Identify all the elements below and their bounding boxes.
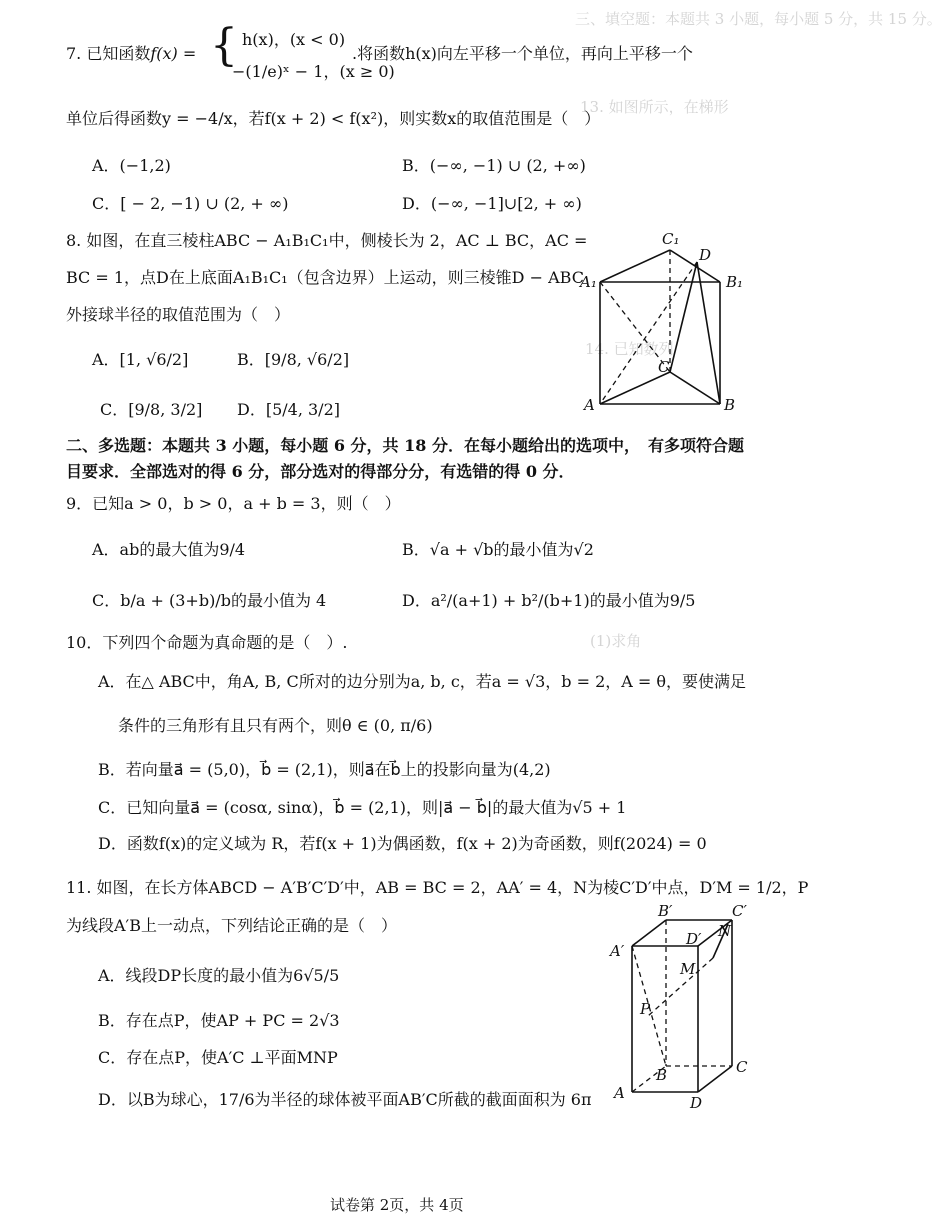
label-M: M <box>680 960 696 978</box>
q8-line-2: BC = 1，点D在上底面A₁B₁C₁（包含边界）上运动，则三棱锥D − ABC <box>66 268 584 287</box>
q11-cuboid-figure <box>610 902 780 1116</box>
brace: { <box>210 20 238 71</box>
q7-option-a: A．(−1,2) <box>92 156 171 175</box>
q10-option-b: B．若向量a⃗ = (5,0)，b⃗ = (2,1)，则a⃗在b⃗上的投影向量为(4,2) <box>98 760 551 779</box>
label-B: B <box>656 1066 668 1084</box>
q10-stem: 10．下列四个命题为真命题的是（ ）. <box>66 633 348 652</box>
q8-line-1: 8. 如图，在直三棱柱ABC − A₁B₁C₁中，侧棱长为 2，AC ⊥ BC，AC = <box>66 231 588 250</box>
label-P: P <box>640 1000 651 1018</box>
q11-line-1: 11. 如图，在长方体ABCD − A′B′C′D′中，AB = BC = 2，AA′ = 4，N为棱C′D′中点，D′M = 1/2，P <box>66 878 809 897</box>
section-2-line-2: 目要求．全部选对的得 6 分，部分选对的得部分分，有选错的得 0 分． <box>66 462 575 481</box>
label-N: N <box>718 922 732 940</box>
q11-option-d: D．以B为球心，17/6为半径的球体被平面AB′C所截的截面面积为 6π <box>98 1090 592 1109</box>
q9-option-a: A．ab的最大值为9/4 <box>92 540 246 559</box>
q10-option-d: D．函数f(x)的定义域为 R，若f(x + 1)为偶函数，f(x + 2)为奇函数，则f(2024) = 0 <box>98 834 707 853</box>
q8-option-c: C．[9/8, 3/2] <box>100 400 203 419</box>
label-A1: A₁ <box>580 273 597 291</box>
bleed-text: 三、填空题：本题共 3 小题，每小题 5 分，共 15 分。 <box>575 10 942 28</box>
section-2-line-1: 二、多选题：本题共 3 小题，每小题 6 分，共 18 分．在每小题给出的选项中， 有多项符合题 <box>66 436 744 455</box>
label-C1: C₁ <box>662 230 680 248</box>
q7-option-d: D．(−∞, −1]∪[2, + ∞) <box>402 194 582 213</box>
q10-option-a-line-2: 条件的三角形有且只有两个，则θ ∈ (0, π/6) <box>118 716 433 735</box>
q7-tail: .将函数h(x)向左平移一个单位，再向上平移一个 <box>352 44 693 63</box>
q11-option-a: A．线段DP长度的最小值为6√5/5 <box>98 966 340 985</box>
label-C: C <box>658 358 670 376</box>
bleed-text: 14. 已知数列 <box>585 340 674 358</box>
q10-option-c: C．已知向量a⃗ = (cosα, sinα)，b⃗ = (2,1)，则|a⃗ − b⃗|的最大值为√5 + 1 <box>98 798 627 817</box>
bleed-text: (1)求角 <box>590 632 642 650</box>
page-footer: 试卷第 2页，共 4页 <box>330 1196 464 1214</box>
q7-option-c: C．[ − 2, −1) ∪ (2, + ∞) <box>92 194 289 213</box>
q9-option-b: B．√a + √b的最小值为√2 <box>402 540 594 559</box>
label-B1: B₁ <box>726 273 744 291</box>
q9-option-c: C．b/a + (3+b)/b的最小值为 4 <box>92 591 327 610</box>
q10-option-a-line-1: A．在△ ABC中，角A, B, C所对的边分别为a, b, c，若a = √3，b = 2，A = θ，要使满足 <box>98 672 747 691</box>
label-B: B <box>724 396 736 414</box>
q8-prism-figure <box>580 232 755 417</box>
q7-piece-1: h(x)，(x < 0) <box>242 30 346 49</box>
label-D: D <box>690 1094 703 1112</box>
label-A: A <box>584 396 595 414</box>
q11-line-2: 为线段A′B上一动点，下列结论正确的是（ ） <box>66 916 397 935</box>
label-B-prime: B′ <box>658 902 673 920</box>
q8-line-3: 外接球半径的取值范围为（ ） <box>66 305 291 324</box>
q11-option-b: B．存在点P，使AP + PC = 2√3 <box>98 1011 340 1030</box>
q8-option-a: A．[1, √6/2] <box>92 350 189 369</box>
q11-option-c: C．存在点P，使A′C ⊥平面MNP <box>98 1048 338 1067</box>
label-C-prime: C′ <box>732 902 747 920</box>
label-D-prime: D′ <box>686 930 702 948</box>
q9-option-d: D．a²/(a+1) + b²/(b+1)的最小值为9/5 <box>402 591 696 610</box>
q7-option-b: B．(−∞, −1) ∪ (2, +∞) <box>402 156 586 175</box>
label-C: C <box>736 1058 748 1076</box>
label-D: D <box>699 246 712 264</box>
q8-option-d: D．[5/4, 3/2] <box>237 400 340 419</box>
q7-piece-2: −(1/e)ˣ − 1，(x ≥ 0) <box>232 62 395 81</box>
label-A: A <box>614 1084 625 1102</box>
label-A-prime: A′ <box>610 942 625 960</box>
q7-line-2: 单位后得函数y = −4/x，若f(x + 2) < f(x²)，则实数x的取值范围是（ ） <box>66 109 601 128</box>
q9-stem: 9．已知a > 0，b > 0，a + b = 3，则（ ） <box>66 494 401 513</box>
q8-option-b: B．[9/8, √6/2] <box>237 350 350 369</box>
q7-lead: 7. 已知函数f(x) = <box>66 44 197 63</box>
bleed-text: 13. 如图所示，在梯形 <box>580 98 729 116</box>
